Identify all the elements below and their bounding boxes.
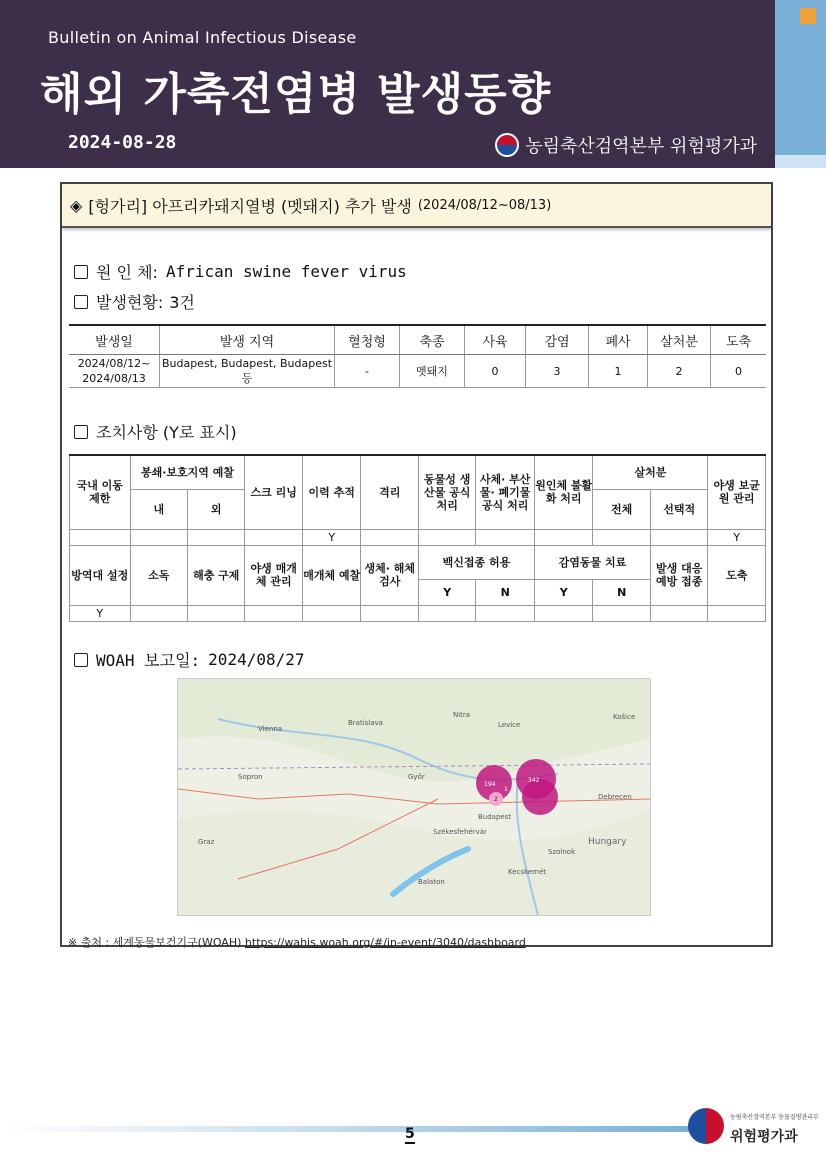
col-header: 살처분 [648, 325, 711, 355]
hdr-slaughter: 도축 [708, 545, 766, 605]
hdr-zone-surveillance: 봉쇄·보호지역 예찰 [130, 455, 245, 489]
cell-infected: 3 [526, 355, 589, 388]
cell-dead: 1 [589, 355, 648, 388]
checkbox-bullet-icon [74, 265, 88, 279]
hdr-inactivation: 원인체 불활화 처리 [534, 455, 593, 529]
page-title: 해외 가축전염병 발생동향 [40, 69, 552, 120]
outbreak-marker[interactable] [522, 779, 558, 815]
status-line [74, 290, 195, 313]
marker-label: 342 [528, 777, 540, 784]
table-row [69, 355, 766, 388]
hdr-wildlife-reservoir: 야생 보균원 관리 [708, 455, 766, 529]
mark-traceability: Y [302, 529, 361, 545]
cell-raised: 0 [465, 355, 526, 388]
col-header: 사육 [465, 325, 526, 355]
table-row [70, 605, 766, 621]
map-place-label: Székesfehérvár [433, 828, 487, 836]
map-place-label: Kecskemét [508, 868, 547, 876]
measures-header-row-2 [70, 545, 766, 579]
hdr-treat-yes: Y [534, 579, 593, 605]
woah-date: 2024/08/27 [208, 650, 305, 669]
hdr-selective: 선택적 [650, 489, 707, 529]
hdr-movement-restriction: 국내 이동 제한 [70, 455, 131, 529]
map-place-label: Nitra [453, 711, 471, 719]
map-place-label: Graz [198, 838, 215, 846]
map-place-label: Levice [498, 721, 521, 729]
hdr-vaccination: 백신접종 허용 [418, 545, 534, 579]
hdr-treatment: 감염동물 치료 [534, 545, 650, 579]
checkbox-bullet-icon [74, 425, 88, 439]
col-header: 도축 [711, 325, 767, 355]
cause-label: 원 인 체: [96, 263, 158, 282]
report-title: [헝가리] 아프리카돼지열병 (멧돼지) 추가 발생 [88, 196, 412, 216]
marker-label: 194 [484, 781, 496, 788]
measures-table [69, 454, 766, 622]
bulletin-subtitle: Bulletin on Animal Infectious Disease [48, 28, 357, 47]
status-value: 3건 [169, 293, 195, 312]
table-row [70, 529, 766, 545]
map-place-label: Vienna [258, 725, 283, 733]
hdr-vacc-no: N [476, 579, 535, 605]
col-header: 발생 지역 [160, 325, 335, 355]
table-header-row [69, 325, 766, 355]
measures-header-row [70, 455, 766, 489]
cell-species: 멧돼지 [400, 355, 465, 388]
report-heading [62, 184, 771, 228]
hdr-quarantine: 격리 [361, 455, 418, 529]
footer-org-small: 농림축산검역본부 동물질병관리부 [730, 1114, 819, 1121]
col-header: 축종 [400, 325, 465, 355]
measures-title: 조치사항 (Y로 표시) [96, 423, 237, 442]
footer-gradient-line [0, 1126, 690, 1132]
measures-line [74, 420, 237, 443]
checkbox-bullet-icon [74, 653, 88, 667]
decor-orange-square [800, 8, 816, 24]
checkbox-bullet-icon [74, 295, 88, 309]
taegeuk-logo-icon [688, 1108, 724, 1144]
hdr-treat-no: N [593, 579, 650, 605]
hdr-screening: 스크 리닝 [245, 455, 302, 529]
status-label: 발생현황: [96, 293, 164, 312]
cell-date: 2024/08/12~ 2024/08/13 [69, 355, 160, 388]
map-place-label: Szolnok [548, 848, 576, 856]
hdr-disinfection: 소독 [130, 545, 187, 605]
header-banner [0, 0, 775, 168]
map-place-label: Győr [408, 773, 425, 781]
page-number: 5 [405, 1126, 415, 1142]
source-note [68, 934, 526, 950]
mark-wildlife: Y [708, 529, 766, 545]
col-header: 혈청형 [335, 325, 400, 355]
org-name: 농림축산검역본부 위험평가과 [525, 136, 757, 157]
diamond-bullet-icon: ◈ [70, 195, 83, 215]
hdr-wild-vector: 야생 매개체 관리 [245, 545, 302, 605]
woah-line [74, 648, 305, 671]
hdr-vector-surveillance: 매개체 예찰 [302, 545, 361, 605]
map-place-label: Bratislava [348, 719, 383, 727]
source-link[interactable]: https://wahis.woah.org/#/in-event/3040/dashboard [244, 936, 526, 949]
outbreak-map[interactable] [177, 678, 651, 916]
map-place-label: Sopron [238, 773, 263, 781]
hdr-carcass-disposal: 사체· 부산물· 폐기물 공식 처리 [476, 455, 535, 529]
hdr-response-vaccination: 발생 대응 예방 접종 [650, 545, 707, 605]
cell-serotype: - [335, 355, 400, 388]
publish-date: 2024-08-28 [68, 132, 177, 153]
col-header: 감염 [526, 325, 589, 355]
cause-line [74, 260, 407, 283]
org-label [495, 132, 757, 158]
woah-label: WOAH 보고일: [96, 651, 201, 670]
hdr-total: 전체 [593, 489, 650, 529]
col-header: 폐사 [589, 325, 648, 355]
decor-side-bar-light [775, 155, 826, 168]
hdr-traceability: 이력 추적 [302, 455, 361, 529]
hdr-inspection: 생체· 해체 검사 [361, 545, 418, 605]
cell-culled: 2 [648, 355, 711, 388]
hdr-pest-control: 해충 구제 [188, 545, 245, 605]
map-svg [178, 679, 650, 915]
hdr-outside: 외 [188, 489, 245, 529]
map-place-label: Hungary [588, 837, 627, 847]
hdr-vacc-yes: Y [418, 579, 475, 605]
marker-label: 1 [504, 786, 508, 793]
col-header: 발생일 [69, 325, 160, 355]
footer-org-big: 위험평가과 [730, 1129, 798, 1145]
hdr-inside: 내 [130, 489, 187, 529]
cell-slaughtered: 0 [711, 355, 767, 388]
map-place-label: Balaton [418, 878, 445, 886]
hdr-product-treatment: 동물성 생산물 공식 처리 [418, 455, 475, 529]
map-place-label: Debrecen [598, 793, 632, 801]
taegeuk-logo-icon [495, 133, 519, 157]
hdr-zoning: 방역대 설정 [70, 545, 131, 605]
cause-value: African swine fever virus [165, 262, 407, 281]
report-period: (2024/08/12~08/13) [417, 197, 552, 213]
report-box [60, 182, 773, 947]
map-place-label: Budapest [478, 813, 512, 821]
outbreak-table [69, 324, 766, 388]
map-place-label: Košice [613, 713, 636, 721]
marker-label: 2 [494, 796, 498, 803]
mark-zoning: Y [70, 605, 131, 621]
hdr-stamping-out: 살처분 [593, 455, 708, 489]
source-prefix: ※ 출처 : 세계동물보건기구(WOAH) [68, 936, 242, 949]
cell-region: Budapest, Budapest, Budapest 등 [160, 355, 335, 388]
